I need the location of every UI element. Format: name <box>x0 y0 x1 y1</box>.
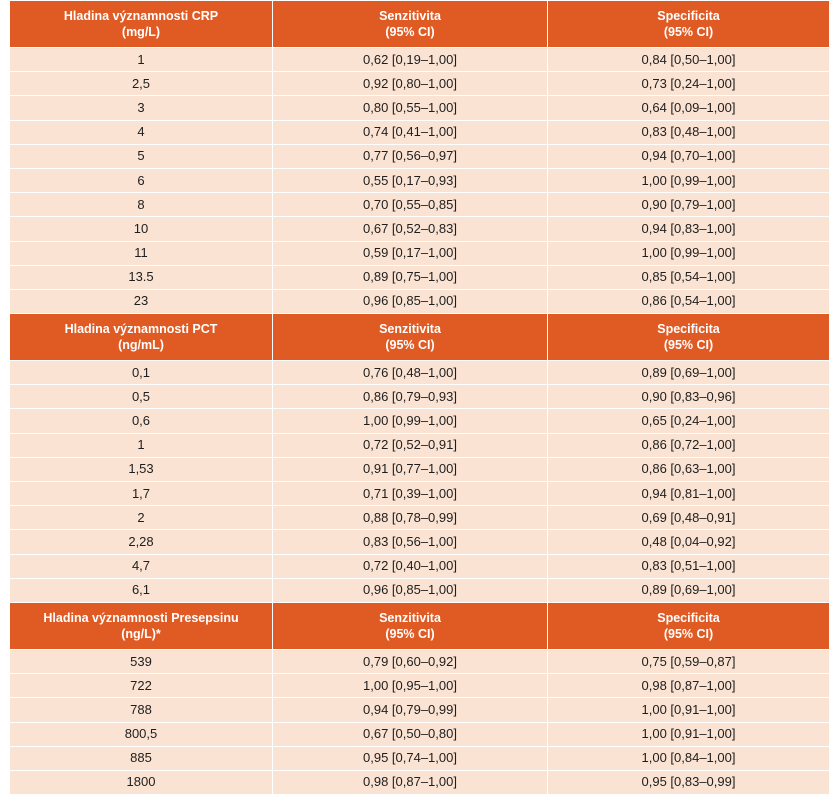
column-header-3 <box>548 602 830 649</box>
sensitivity-cell: 0,95 [0,74–1,00] <box>273 746 548 770</box>
specificity-cell: 1,00 [0,91–1,00] <box>548 722 830 746</box>
table-row <box>10 120 830 144</box>
threshold-cell: 4,7 <box>10 554 273 578</box>
column-header-1 <box>10 314 273 361</box>
threshold-cell: 2,28 <box>10 530 273 554</box>
sensitivity-cell: 0,94 [0,79–0,99] <box>273 698 548 722</box>
column-header-3 <box>548 1 830 48</box>
threshold-cell: 800,5 <box>10 722 273 746</box>
threshold-cell: 1 <box>10 433 273 457</box>
sensitivity-cell: 0,96 [0,85–1,00] <box>273 578 548 602</box>
table-row <box>10 674 830 698</box>
sensitivity-cell: 0,79 [0,60–0,92] <box>273 649 548 673</box>
column-header-2 <box>273 1 548 48</box>
threshold-cell: 1,53 <box>10 457 273 481</box>
table-row <box>10 144 830 168</box>
threshold-cell: 5 <box>10 144 273 168</box>
column-header-unit: (mg/L) <box>121 25 161 39</box>
sensitivity-cell: 0,80 [0,55–1,00] <box>273 96 548 120</box>
sensitivity-cell: 0,88 [0,78–0,99] <box>273 506 548 530</box>
specificity-cell: 1,00 [0,91–1,00] <box>548 698 830 722</box>
table-row <box>10 168 830 192</box>
threshold-cell: 2,5 <box>10 72 273 96</box>
sensitivity-cell: 0,55 [0,17–0,93] <box>273 168 548 192</box>
column-header-unit: (ng/mL) <box>118 338 164 353</box>
column-header-title: Specificita <box>657 9 720 23</box>
specificity-cell: 0,86 [0,72–1,00] <box>548 433 830 457</box>
sensitivity-cell: 0,59 [0,17–1,00] <box>273 241 548 265</box>
column-header-title: Specificita <box>657 610 720 625</box>
specificity-cell: 0,64 [0,09–1,00] <box>548 96 830 120</box>
table-row <box>10 361 830 385</box>
specificity-cell: 0,89 [0,69–1,00] <box>548 361 830 385</box>
sensitivity-cell: 0,77 [0,56–0,97] <box>273 144 548 168</box>
threshold-cell: 788 <box>10 698 273 722</box>
specificity-cell: 0,89 [0,69–1,00] <box>548 578 830 602</box>
column-header-title: Senzitivita <box>379 610 441 625</box>
sensitivity-cell: 0,67 [0,52–0,83] <box>273 217 548 241</box>
table-row <box>10 193 830 217</box>
threshold-cell: 8 <box>10 193 273 217</box>
threshold-cell: 10 <box>10 217 273 241</box>
sensitivity-cell: 0,96 [0,85–1,00] <box>273 289 548 313</box>
sensitivity-cell: 0,67 [0,50–0,80] <box>273 722 548 746</box>
threshold-cell: 1 <box>10 48 273 72</box>
sensitivity-cell: 0,92 [0,80–1,00] <box>273 72 548 96</box>
sensitivity-cell: 0,83 [0,56–1,00] <box>273 530 548 554</box>
specificity-cell: 0,86 [0,63–1,00] <box>548 457 830 481</box>
table-row <box>10 48 830 72</box>
column-header-2 <box>273 314 548 361</box>
column-header-title: Hladina významnosti PCT <box>64 322 218 337</box>
specificity-cell: 0,69 [0,48–0,91] <box>548 506 830 530</box>
table-row <box>10 698 830 722</box>
table-row <box>10 482 830 506</box>
threshold-cell: 6 <box>10 168 273 192</box>
threshold-cell: 4 <box>10 120 273 144</box>
column-header-unit: (95% CI) <box>663 626 714 641</box>
table-row <box>10 72 830 96</box>
specificity-cell: 0,95 [0,83–0,99] <box>548 770 830 794</box>
threshold-cell: 0,5 <box>10 385 273 409</box>
sensitivity-cell: 0,91 [0,77–1,00] <box>273 457 548 481</box>
column-header-2 <box>273 602 548 649</box>
table-row <box>10 241 830 265</box>
specificity-cell: 0,90 [0,79–1,00] <box>548 193 830 217</box>
sensitivity-cell: 1,00 [0,99–1,00] <box>273 409 548 433</box>
column-header-unit: (95% CI) <box>385 338 435 353</box>
specificity-cell: 0,83 [0,51–1,00] <box>548 554 830 578</box>
threshold-cell: 23 <box>10 289 273 313</box>
table-row <box>10 409 830 433</box>
column-header-1 <box>10 1 273 48</box>
threshold-cell: 539 <box>10 649 273 673</box>
sensitivity-cell: 0,76 [0,48–1,00] <box>273 361 548 385</box>
threshold-cell: 722 <box>10 674 273 698</box>
specificity-cell: 0,86 [0,54–1,00] <box>548 289 830 313</box>
column-header-title: Hladina významnosti CRP <box>63 9 219 23</box>
table-row <box>10 770 830 794</box>
diagnostic-accuracy-table <box>9 0 830 795</box>
sensitivity-cell: 0,89 [0,75–1,00] <box>273 265 548 289</box>
table-row <box>10 457 830 481</box>
sensitivity-cell: 0,98 [0,87–1,00] <box>273 770 548 794</box>
table-row <box>10 649 830 673</box>
sensitivity-cell: 1,00 [0,95–1,00] <box>273 674 548 698</box>
sensitivity-cell: 0,72 [0,40–1,00] <box>273 554 548 578</box>
column-header-unit: (95% CI) <box>663 338 714 353</box>
column-header-unit: (95% CI) <box>663 25 714 39</box>
threshold-cell: 1,7 <box>10 482 273 506</box>
table-row <box>10 433 830 457</box>
table-row <box>10 506 830 530</box>
specificity-cell: 0,83 [0,48–1,00] <box>548 120 830 144</box>
specificity-cell: 0,73 [0,24–1,00] <box>548 72 830 96</box>
table-row <box>10 289 830 313</box>
column-header-unit: (ng/L)* <box>121 626 161 641</box>
specificity-cell: 0,98 [0,87–1,00] <box>548 674 830 698</box>
table-row <box>10 96 830 120</box>
specificity-cell: 0,90 [0,83–0,96] <box>548 385 830 409</box>
section-header-row <box>10 314 830 361</box>
sensitivity-cell: 0,74 [0,41–1,00] <box>273 120 548 144</box>
threshold-cell: 3 <box>10 96 273 120</box>
sensitivity-cell: 0,70 [0,55–0,85] <box>273 193 548 217</box>
column-header-title: Specificita <box>657 322 720 337</box>
sensitivity-cell: 0,62 [0,19–1,00] <box>273 48 548 72</box>
sensitivity-cell: 0,72 [0,52–0,91] <box>273 433 548 457</box>
specificity-cell: 1,00 [0,99–1,00] <box>548 241 830 265</box>
section-header-row <box>10 1 830 48</box>
threshold-cell: 0,6 <box>10 409 273 433</box>
specificity-cell: 0,48 [0,04–0,92] <box>548 530 830 554</box>
table-row <box>10 746 830 770</box>
column-header-title: Hladina významnosti Presepsinu <box>43 610 239 625</box>
specificity-cell: 0,94 [0,83–1,00] <box>548 217 830 241</box>
table-row <box>10 217 830 241</box>
specificity-cell: 0,94 [0,70–1,00] <box>548 144 830 168</box>
threshold-cell: 2 <box>10 506 273 530</box>
threshold-cell: 6,1 <box>10 578 273 602</box>
table-body <box>10 1 830 795</box>
sensitivity-cell: 0,86 [0,79–0,93] <box>273 385 548 409</box>
specificity-cell: 0,94 [0,81–1,00] <box>548 482 830 506</box>
threshold-cell: 885 <box>10 746 273 770</box>
table-row <box>10 530 830 554</box>
threshold-cell: 13.5 <box>10 265 273 289</box>
section-header-row <box>10 602 830 649</box>
table-row <box>10 265 830 289</box>
column-header-title: Senzitivita <box>379 322 441 337</box>
specificity-cell: 0,65 [0,24–1,00] <box>548 409 830 433</box>
column-header-1 <box>10 602 273 649</box>
table-row <box>10 554 830 578</box>
threshold-cell: 1800 <box>10 770 273 794</box>
table-row <box>10 722 830 746</box>
specificity-cell: 0,75 [0,59–0,87] <box>548 649 830 673</box>
specificity-cell: 1,00 [0,99–1,00] <box>548 168 830 192</box>
column-header-title: Senzitivita <box>379 9 441 23</box>
sensitivity-cell: 0,71 [0,39–1,00] <box>273 482 548 506</box>
specificity-cell: 1,00 [0,84–1,00] <box>548 746 830 770</box>
table-row <box>10 578 830 602</box>
column-header-unit: (95% CI) <box>385 626 435 641</box>
threshold-cell: 0,1 <box>10 361 273 385</box>
column-header-unit: (95% CI) <box>385 25 435 39</box>
threshold-cell: 11 <box>10 241 273 265</box>
specificity-cell: 0,84 [0,50–1,00] <box>548 48 830 72</box>
column-header-3 <box>548 314 830 361</box>
specificity-cell: 0,85 [0,54–1,00] <box>548 265 830 289</box>
table-row <box>10 385 830 409</box>
